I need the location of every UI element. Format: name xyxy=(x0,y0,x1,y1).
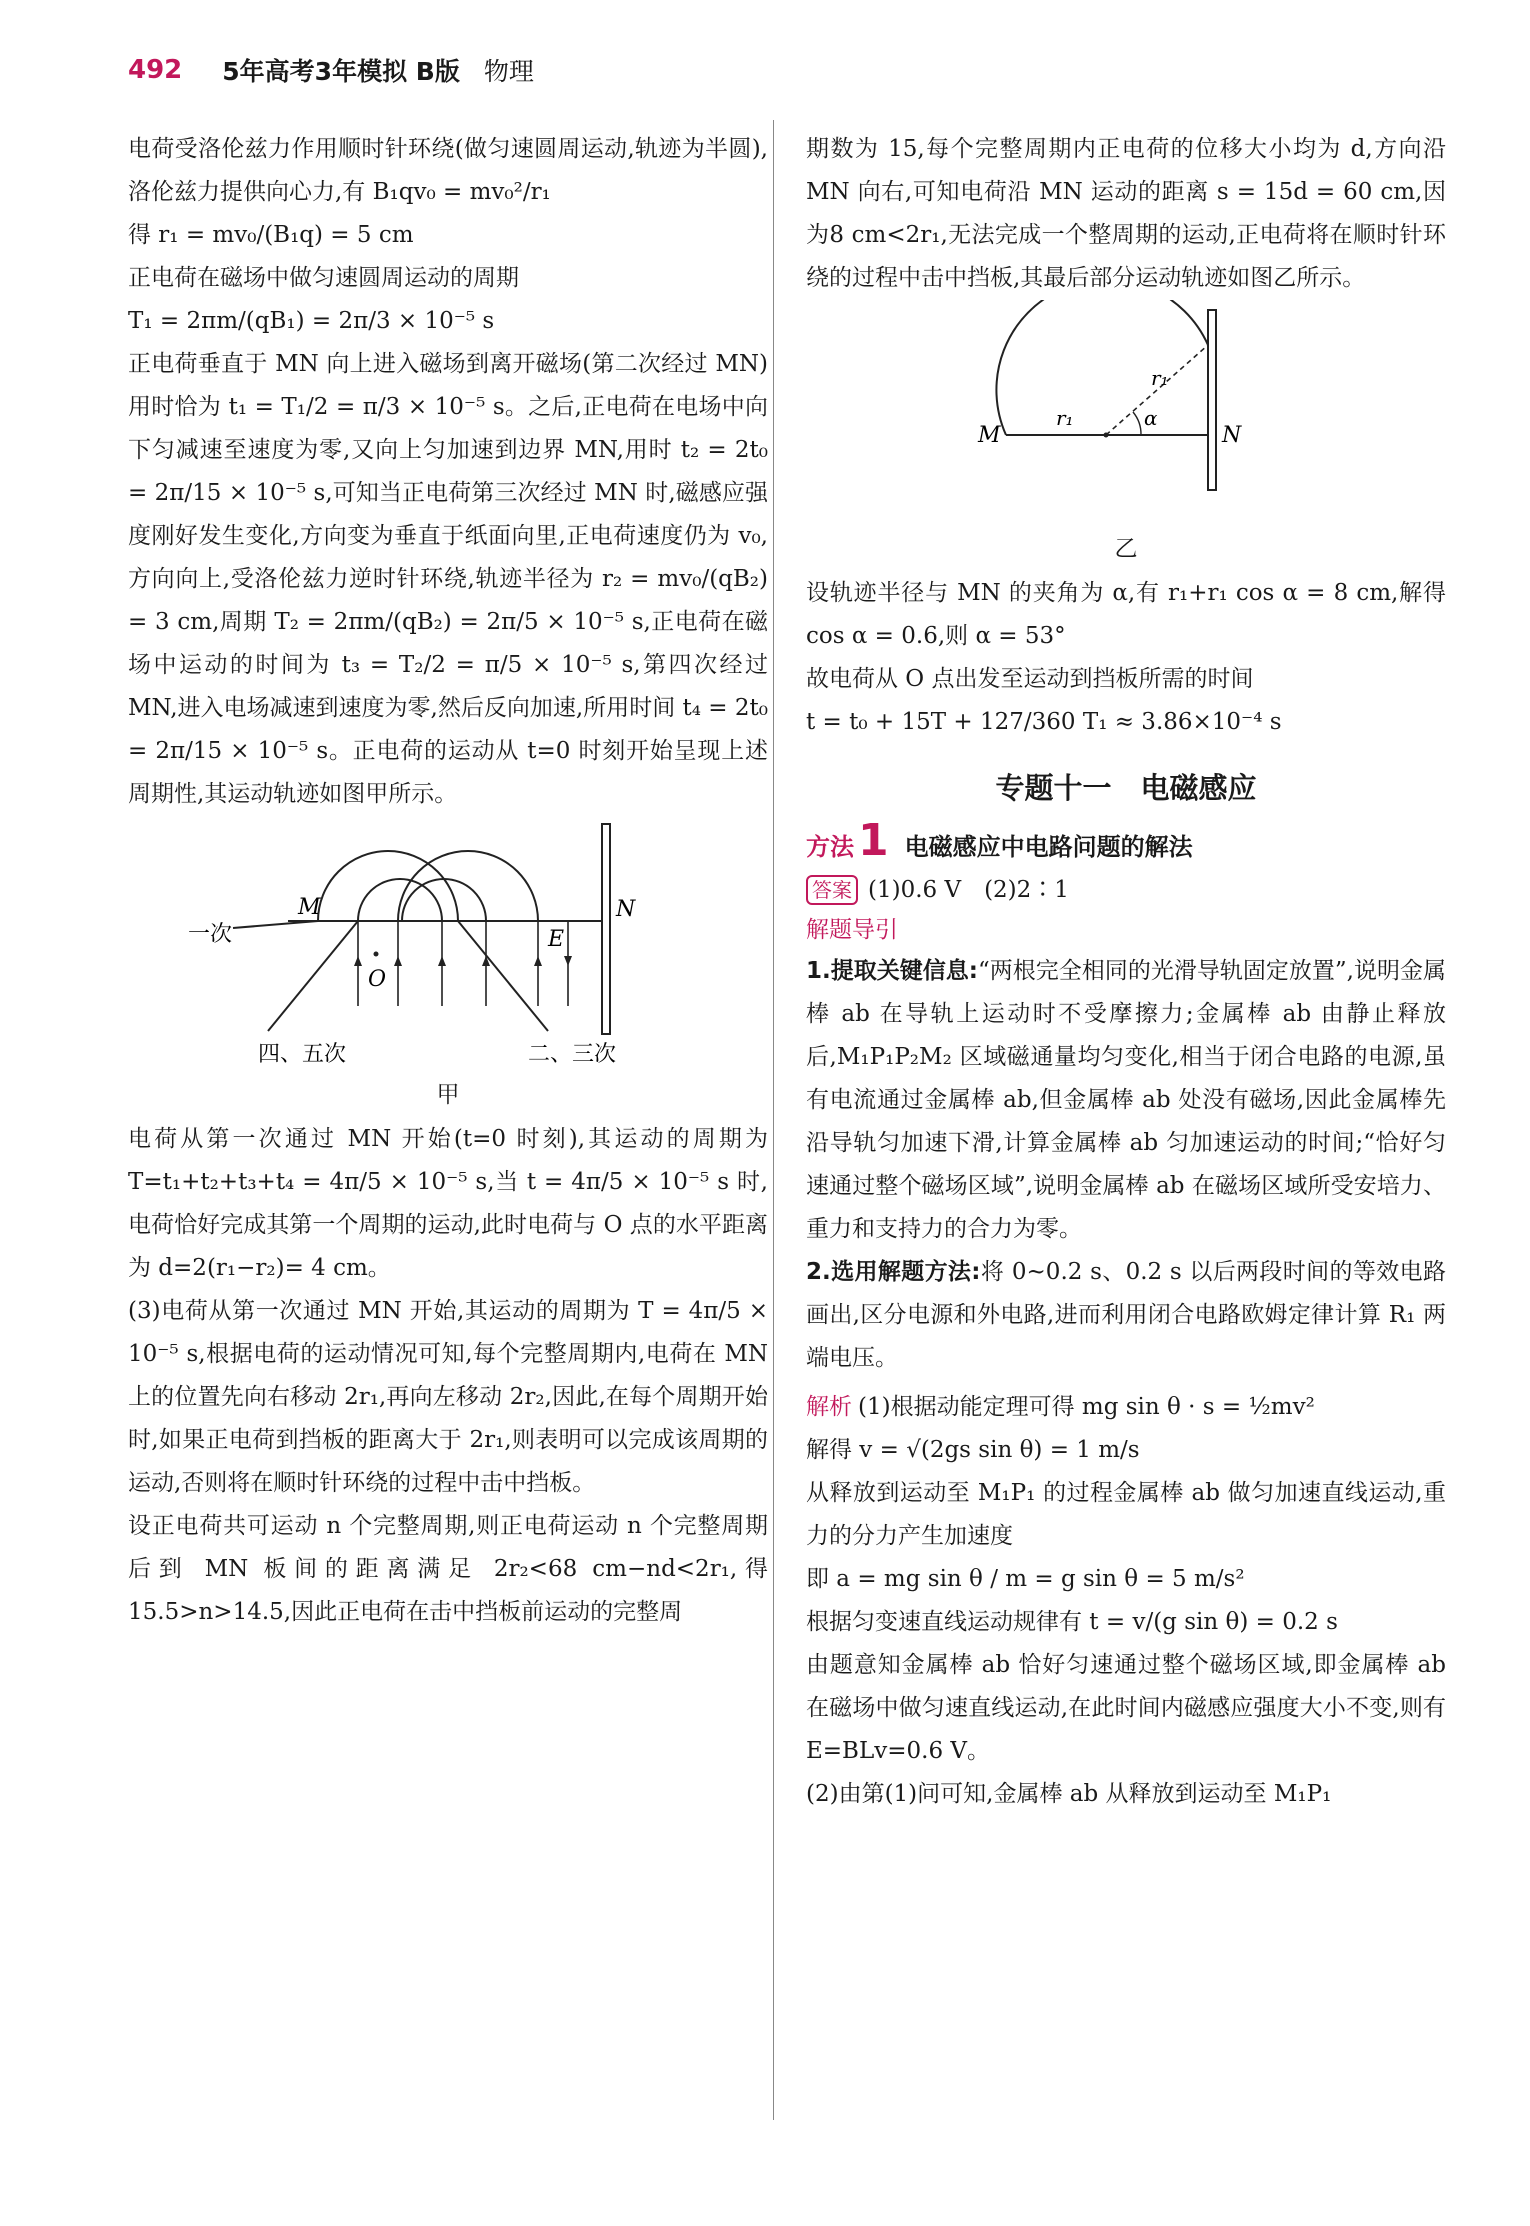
trajectory-arc xyxy=(996,300,1208,435)
label-23: 二、三次 xyxy=(528,1042,617,1067)
paragraph: 设轨迹半径与 MN 的夹角为 α,有 r₁+r₁ cos α = 8 cm,解得 cos α = 0.6,则 α = 53° xyxy=(806,580,1446,649)
solution-text: (1)根据动能定理可得 mg sin θ · s = ½mv² xyxy=(858,1394,1315,1420)
solution-paragraph: 解得 v = √(2gs sin θ) = 1 m/s xyxy=(806,1437,1140,1463)
solution-paragraph: 从释放到运动至 M₁P₁ 的过程金属棒 ab 做匀加速直线运动,重力的分力产生加速度 xyxy=(806,1480,1446,1549)
paragraph: 电荷从第一次通过 MN 开始(t=0 时刻),其运动的周期为 T=t₁+t₂+t₃+t₄ = 4π/5 × 10⁻⁵ s,当 t = 4π/5 × 10⁻⁵ s 时,电荷恰好完成其第一个周期的运动,此时电荷与 O 点的水平距离为 d=2(r₁−r₂)= 4 cm。 xyxy=(128,1126,768,1281)
paragraph: (3)电荷从第一次通过 MN 开始,其运动的周期为 T = 4π/5 × 10⁻⁵ s,根据电荷的运动情况可知,每个完整周期内,电荷在 MN 上的位置先向右移动 2r₁,再向左移动 2r₂,因此,在每个周期开始时,如果正电荷到挡板的距离大于 2r₁,则表明可以完成该周期的运动,否则将在顺时针环绕的过程中击中挡板。 xyxy=(128,1298,768,1496)
page-number: 492 xyxy=(128,55,183,85)
answer-badge: 答案 xyxy=(806,875,858,905)
method-label: 方法 xyxy=(806,833,854,861)
column-divider xyxy=(773,120,774,2120)
jiexi-label: 解析 xyxy=(806,1394,852,1420)
path-first xyxy=(233,921,318,928)
paragraph: 得 r₁ = mv₀/(B₁q) = 5 cm xyxy=(128,222,414,248)
paragraph: 故电荷从 O 点出发至运动到挡板所需的时间 xyxy=(806,666,1254,692)
topic-title: 专题十一 电磁感应 xyxy=(995,771,1257,805)
trajectory-arc xyxy=(402,879,486,921)
guide-title: 解题导引 xyxy=(806,917,898,943)
method-title: 电磁感应中电路问题的解法 xyxy=(904,833,1193,861)
paragraph: t = t₀ + 15T + 127/360 T₁ ≈ 3.86×10⁻⁴ s xyxy=(806,709,1282,735)
figure-caption: 乙 xyxy=(1114,536,1138,562)
alpha-arc xyxy=(1133,412,1141,435)
label-o: O xyxy=(368,967,387,992)
solution-paragraph xyxy=(806,1386,1446,1429)
trajectory-arc xyxy=(318,851,458,921)
guide-lead: 2.选用解题方法: xyxy=(806,1259,981,1285)
label-r1: r₁ xyxy=(1151,366,1169,390)
paragraph: 设正电荷共可运动 n 个完整周期,则正电荷运动 n 个完整周期后到 MN 板间的距离满足 2r₂<68 cm−nd<2r₁,得 15.5>n>14.5,因此正电荷在击中挡板前运动的完整周 xyxy=(128,1513,768,1625)
paragraph: 电荷受洛伦兹力作用顺时针环绕(做匀速圆周运动,轨迹为半圆),洛伦兹力提供向心力,有 B₁qv₀ = mv₀²/r₁ xyxy=(128,136,768,205)
paragraph: T₁ = 2πm/(qB₁) = 2π/3 × 10⁻⁵ s xyxy=(128,308,495,334)
point-o xyxy=(374,952,379,957)
guide-text: “两根完全相同的光滑导轨固定放置”,说明金属棒 ab 在导轨上运动时不受摩擦力;金属棒 ab 由静止释放后,M₁P₁P₂M₂ 区域磁通量均匀变化,相当于闭合电路的电源,虽有电流通过金属棒 ab,但金属棒 ab 处没有磁场,因此金属棒先沿导轨匀加速下滑,计算金属棒 ab 匀加速运动的时间;“恰好匀速通过整个磁场区域”,说明金属棒 ab 在磁场区域所受安培力、重力和支持力的合力为零。 xyxy=(806,958,1446,1242)
label-45: 四、五次 xyxy=(258,1042,347,1067)
page-header xyxy=(128,50,534,90)
guide-lead: 1.提取关键信息: xyxy=(806,958,978,984)
paragraph: 正电荷在磁场中做匀速圆周运动的周期 xyxy=(128,265,519,291)
baffle-plate xyxy=(1208,310,1216,490)
path-23 xyxy=(458,921,548,1031)
path-45 xyxy=(268,921,358,1031)
answer-text: (1)0.6 V (2)2∶1 xyxy=(868,877,1069,903)
right-column xyxy=(806,128,1446,1816)
subject-label: 物理 xyxy=(483,57,534,86)
label-m: M xyxy=(298,895,321,920)
label-alpha: α xyxy=(1144,406,1158,430)
left-column xyxy=(128,128,768,1634)
label-r1: r₁ xyxy=(1056,406,1074,430)
figure-caption: 甲 xyxy=(436,1082,460,1108)
paragraph: 期数为 15,每个完整周期内正电荷的位移大小均为 d,方向沿 MN 向右,可知电荷沿 MN 运动的距离 s = 15d = 60 cm,因为8 cm<2r₁,无法完成一个整周期的运动,正电荷将在顺时针环绕的过程中击中挡板,其最后部分运动轨迹如图乙所示。 xyxy=(806,136,1446,291)
solution-paragraph: (2)由第(1)问可知,金属棒 ab 从释放到运动至 M₁P₁ xyxy=(806,1781,1332,1807)
solution-paragraph: 即 a = mg sin θ / m = g sin θ = 5 m/s² xyxy=(806,1566,1245,1592)
method-heading xyxy=(806,815,1446,866)
solution-paragraph: 根据匀变速直线运动规律有 t = v/(g sin θ) = 0.2 s xyxy=(806,1609,1338,1635)
guide-item xyxy=(806,1251,1446,1380)
method-number: 1 xyxy=(858,815,889,866)
label-m: M xyxy=(978,423,1001,448)
paragraph: 正电荷垂直于 MN 向上进入磁场到离开磁场(第二次经过 MN)用时恰为 t₁ = T₁/2 = π/3 × 10⁻⁵ s。之后,正电荷在电场中向下匀减速至速度为零,又向上匀加速到边界 MN,用时 t₂ = 2t₀ = 2π/15 × 10⁻⁵ s,可知当正电荷第三次经过 MN 时,磁感应强度刚好发生变化,方向变为垂直于纸面向里,正电荷速度仍为 v₀,方向向上,受洛伦兹力逆时针环绕,轨迹半径为 r₂ = mv₀/(qB₂) = 3 cm,周期 T₂ = 2πm/(qB₂) = 2π/5 × 10⁻⁵ s,正电荷在磁场中运动的时间为 t₃ = T₂/2 = π/5 × 10⁻⁵ s,第四次经过 MN,进入电场减速到速度为零,然后反向加速,所用时间 t₄ = 2t₀ = 2π/15 × 10⁻⁵ s。正电荷的运动从 t=0 时刻开始呈现上述周期性,其运动轨迹如图甲所示。 xyxy=(128,351,768,807)
baffle-plate xyxy=(602,824,610,1034)
label-n: N xyxy=(616,897,636,922)
book-title: 5年高考3年模拟 B版 xyxy=(222,57,460,86)
label-e: E xyxy=(548,927,565,952)
guide-item xyxy=(806,950,1446,1251)
answer-row xyxy=(806,870,1446,910)
figure-jia xyxy=(128,816,768,1076)
guide-text: 将 0~0.2 s、0.2 s 以后两段时间的等效电路画出,区分电源和外电路,进而利用闭合电路欧姆定律计算 R₁ 两端电压。 xyxy=(806,1259,1446,1371)
solution-paragraph: 由题意知金属棒 ab 恰好匀速通过整个磁场区域,即金属棒 ab 在磁场中做匀速直线运动,在此时间内磁感应强度大小不变,则有 E=BLv=0.6 V。 xyxy=(806,1652,1446,1764)
label-first: 一次 xyxy=(188,922,233,947)
figure-yi xyxy=(806,300,1446,530)
label-n: N xyxy=(1222,423,1242,448)
